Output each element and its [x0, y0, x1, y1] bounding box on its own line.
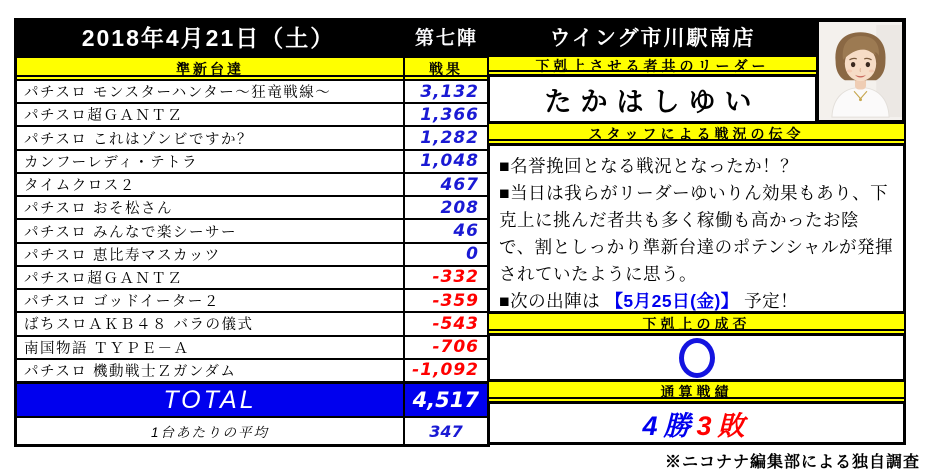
- machine-name: パチスロ おそ松さん: [24, 201, 173, 218]
- outcome-box: [487, 333, 906, 382]
- report-line-2: ■当日は我らがリーダーゆいりん効果もあり、下克上に挑んだ者共も多く稼働も高かったお陰で、割としっかり準新台達のポテンシャルが発揮されていたように思う。: [499, 183, 893, 284]
- machine-result: 46: [403, 220, 487, 241]
- leader-portrait-illustration: [819, 22, 902, 120]
- machine-name: パチスロ超ＧＡＮＴＺ: [24, 270, 184, 287]
- next-battle-date: 【5月25日(金)】: [605, 291, 739, 311]
- average-value: 347: [403, 418, 487, 444]
- store-name: ウイング市川駅南店: [549, 26, 756, 50]
- report-line-1: ■名誉挽回となる戦況となったか！？: [499, 156, 799, 176]
- machine-name: パチスロ モンスターハンター～狂竜戦線～: [24, 85, 332, 102]
- table-row: [17, 335, 487, 358]
- table-row: [17, 172, 487, 195]
- leader-photo: [815, 18, 906, 124]
- machine-name: パチスロ 機動戦士Ｚガンダム: [24, 363, 237, 380]
- round-number: 第七陣: [414, 28, 478, 49]
- losses-count: 3敗: [696, 410, 751, 441]
- machine-result: -1,092: [403, 360, 487, 381]
- report-line-3-prefix: ■次の出陣は: [499, 291, 606, 311]
- report-date: 2018年4月21日（土）: [81, 25, 336, 51]
- average-label: 1台あたりの平均: [150, 425, 269, 441]
- machine-result: 0: [403, 244, 487, 265]
- wins-count: 4勝: [642, 410, 697, 441]
- table-row: [17, 358, 487, 381]
- table-row: [17, 288, 487, 311]
- machine-result: 467: [403, 174, 487, 195]
- table-row: [17, 125, 487, 148]
- leader-section-header: 下剋上させる者共のリーダー: [487, 55, 818, 76]
- average-row: [17, 418, 487, 444]
- source-footnote: ※ニコナナ編集部による独自調査: [664, 454, 920, 471]
- table-row: [17, 218, 487, 241]
- record-section-header: 通算戦績: [487, 380, 906, 403]
- staff-report-header: スタッフによる戦況の伝令: [487, 122, 906, 145]
- machine-result: 1,282: [403, 127, 487, 148]
- machine-name: カンフーレディ・テトラ: [24, 154, 199, 171]
- overall-record-box: [487, 401, 906, 445]
- leader-name: たかはしゆい: [544, 86, 761, 117]
- total-value: 4,517: [403, 384, 487, 416]
- outcome-section-header: 下剋上の成否: [487, 312, 906, 335]
- staff-report-text: [487, 143, 906, 314]
- table-row: [17, 265, 487, 288]
- machine-name: パチスロ ゴッドイーター２: [24, 294, 220, 311]
- machine-name: タイムクロス２: [24, 178, 136, 195]
- machine-result: 3,132: [403, 81, 487, 102]
- machine-result: -359: [403, 290, 487, 311]
- machine-name: パチスロ 恵比寿マスカッツ: [24, 247, 221, 264]
- table-row: [17, 149, 487, 172]
- leader-name-box: [487, 74, 818, 124]
- machine-result: -543: [403, 313, 487, 334]
- machine-result: 1,048: [403, 151, 487, 172]
- table-row: [17, 79, 487, 102]
- table-row: [17, 242, 487, 265]
- machine-result: 208: [403, 197, 487, 218]
- machine-name: パチスロ超ＧＡＮＴＺ: [24, 108, 184, 125]
- column-header-result: 戦果: [403, 58, 487, 79]
- table-row: [17, 102, 487, 125]
- title-bar: [14, 18, 815, 55]
- machine-name: ばちスロＡＫＢ４８ バラの儀式: [24, 317, 254, 334]
- machine-result: -332: [403, 267, 487, 288]
- success-circle-icon: [679, 338, 715, 378]
- report-line-3: [499, 288, 894, 315]
- report-line-3-suffix: 予定！: [738, 291, 799, 311]
- machine-result: 1,366: [403, 104, 487, 125]
- table-row: [17, 195, 487, 218]
- machine-name: 南国物語 ＴＹＰＥ－Ａ: [24, 340, 190, 357]
- table-row: [17, 311, 487, 334]
- results-table: [14, 55, 490, 447]
- results-table-header: [17, 58, 487, 79]
- machine-name: パチスロ みんなで楽シーサー: [24, 224, 237, 241]
- machine-name: パチスロ これはゾンビですか？: [24, 131, 253, 148]
- column-header-machines: 準新台達: [176, 60, 244, 77]
- total-row: [17, 381, 487, 418]
- total-label: TOTAL: [163, 385, 257, 414]
- machine-result: -706: [403, 337, 487, 358]
